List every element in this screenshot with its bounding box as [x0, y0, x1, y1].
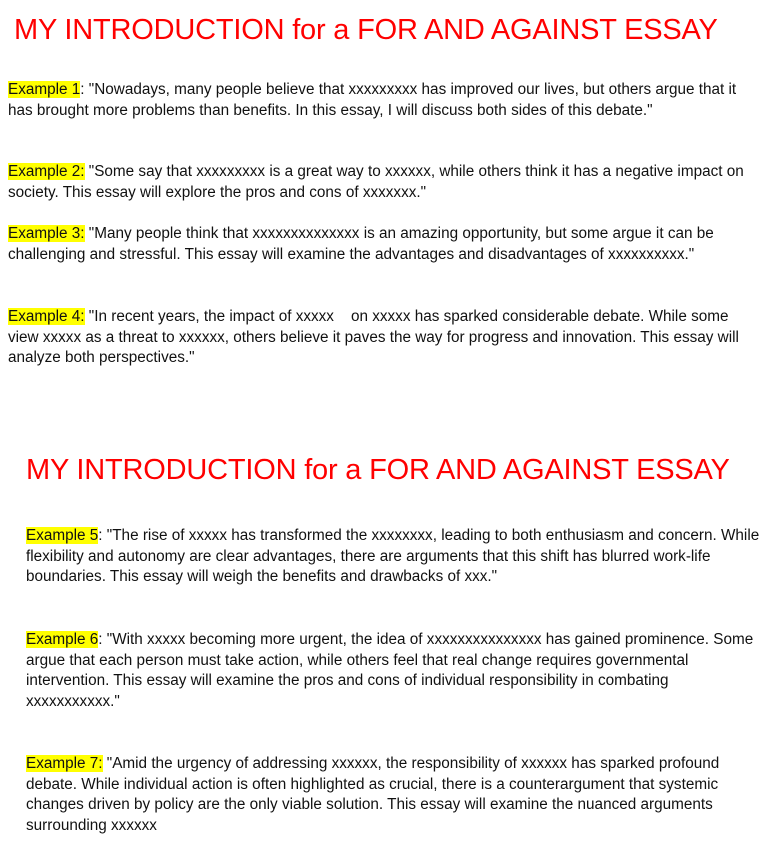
example-5-text: "The rise of xxxxx has transformed the xxxxxxxx, leading to both enthusiasm and concern. While flexibility and autonomy are clear advantages, there are arguments that this shift has blurred work-life boundaries. This essay will weigh the benefits and drawbacks of xxx.": [26, 527, 760, 585]
section-1-title: MY INTRODUCTION for a FOR AND AGAINST ESSAY: [14, 14, 718, 46]
example-6-separator: :: [98, 631, 107, 648]
example-7: [26, 754, 761, 836]
example-1: [8, 80, 753, 121]
example-2: [8, 162, 753, 203]
example-5-separator: :: [98, 527, 107, 544]
example-3-text: "Many people think that xxxxxxxxxxxxxx is an amazing opportunity, but some argue it can be challenging and stressful. This essay will examine the advantages and disadvantages of xxxxxxxxxx.": [8, 225, 714, 263]
example-2-text: "Some say that xxxxxxxxx is a great way to xxxxxx, while others think it has a negative impact on society. This essay will explore the pros and cons of xxxxxxx.": [8, 163, 744, 201]
example-6-label: Example 6: [26, 631, 99, 648]
example-4-label: Example 4:: [8, 308, 85, 325]
section-2-title: MY INTRODUCTION for a FOR AND AGAINST ESSAY: [26, 454, 730, 486]
example-2-label: Example 2:: [8, 163, 85, 180]
example-3: [8, 224, 753, 265]
example-7-label: Example 7:: [26, 755, 103, 772]
example-3-label: Example 3:: [8, 225, 85, 242]
example-1-separator: :: [80, 81, 89, 98]
example-1-text: "Nowadays, many people believe that xxxxxxxxx has improved our lives, but others argue that it has brought more problems than benefits. In this essay, I will discuss both sides of this debate.": [8, 81, 737, 119]
example-6: [26, 630, 761, 712]
example-4: [8, 307, 753, 369]
example-4-text: "In recent years, the impact of xxxxx on xxxxx has sparked considerable debate. While some view xxxxx as a threat to xxxxxx, others believe it paves the way for progress and innovation. This essay will analyze both perspectives.": [8, 308, 744, 366]
example-5: [26, 526, 761, 588]
example-7-text: "Amid the urgency of addressing xxxxxx, the responsibility of xxxxxx has sparked profound debate. While individual action is often highlighted as crucial, there is a counterargument that systemic changes driven by policy are the only viable solution. This essay will examine the nuanced arguments surrounding xxxxxx: [26, 755, 720, 834]
example-1-label: Example 1: [8, 81, 81, 98]
example-6-text: "With xxxxx becoming more urgent, the idea of xxxxxxxxxxxxxxx has gained prominence. Some argue that each person must take action, while others feel that real change requires governmental intervention. This essay will examine the pros and cons of individual responsibility in combating xxxxxxxxxxx.": [26, 631, 754, 710]
example-5-label: Example 5: [26, 527, 99, 544]
